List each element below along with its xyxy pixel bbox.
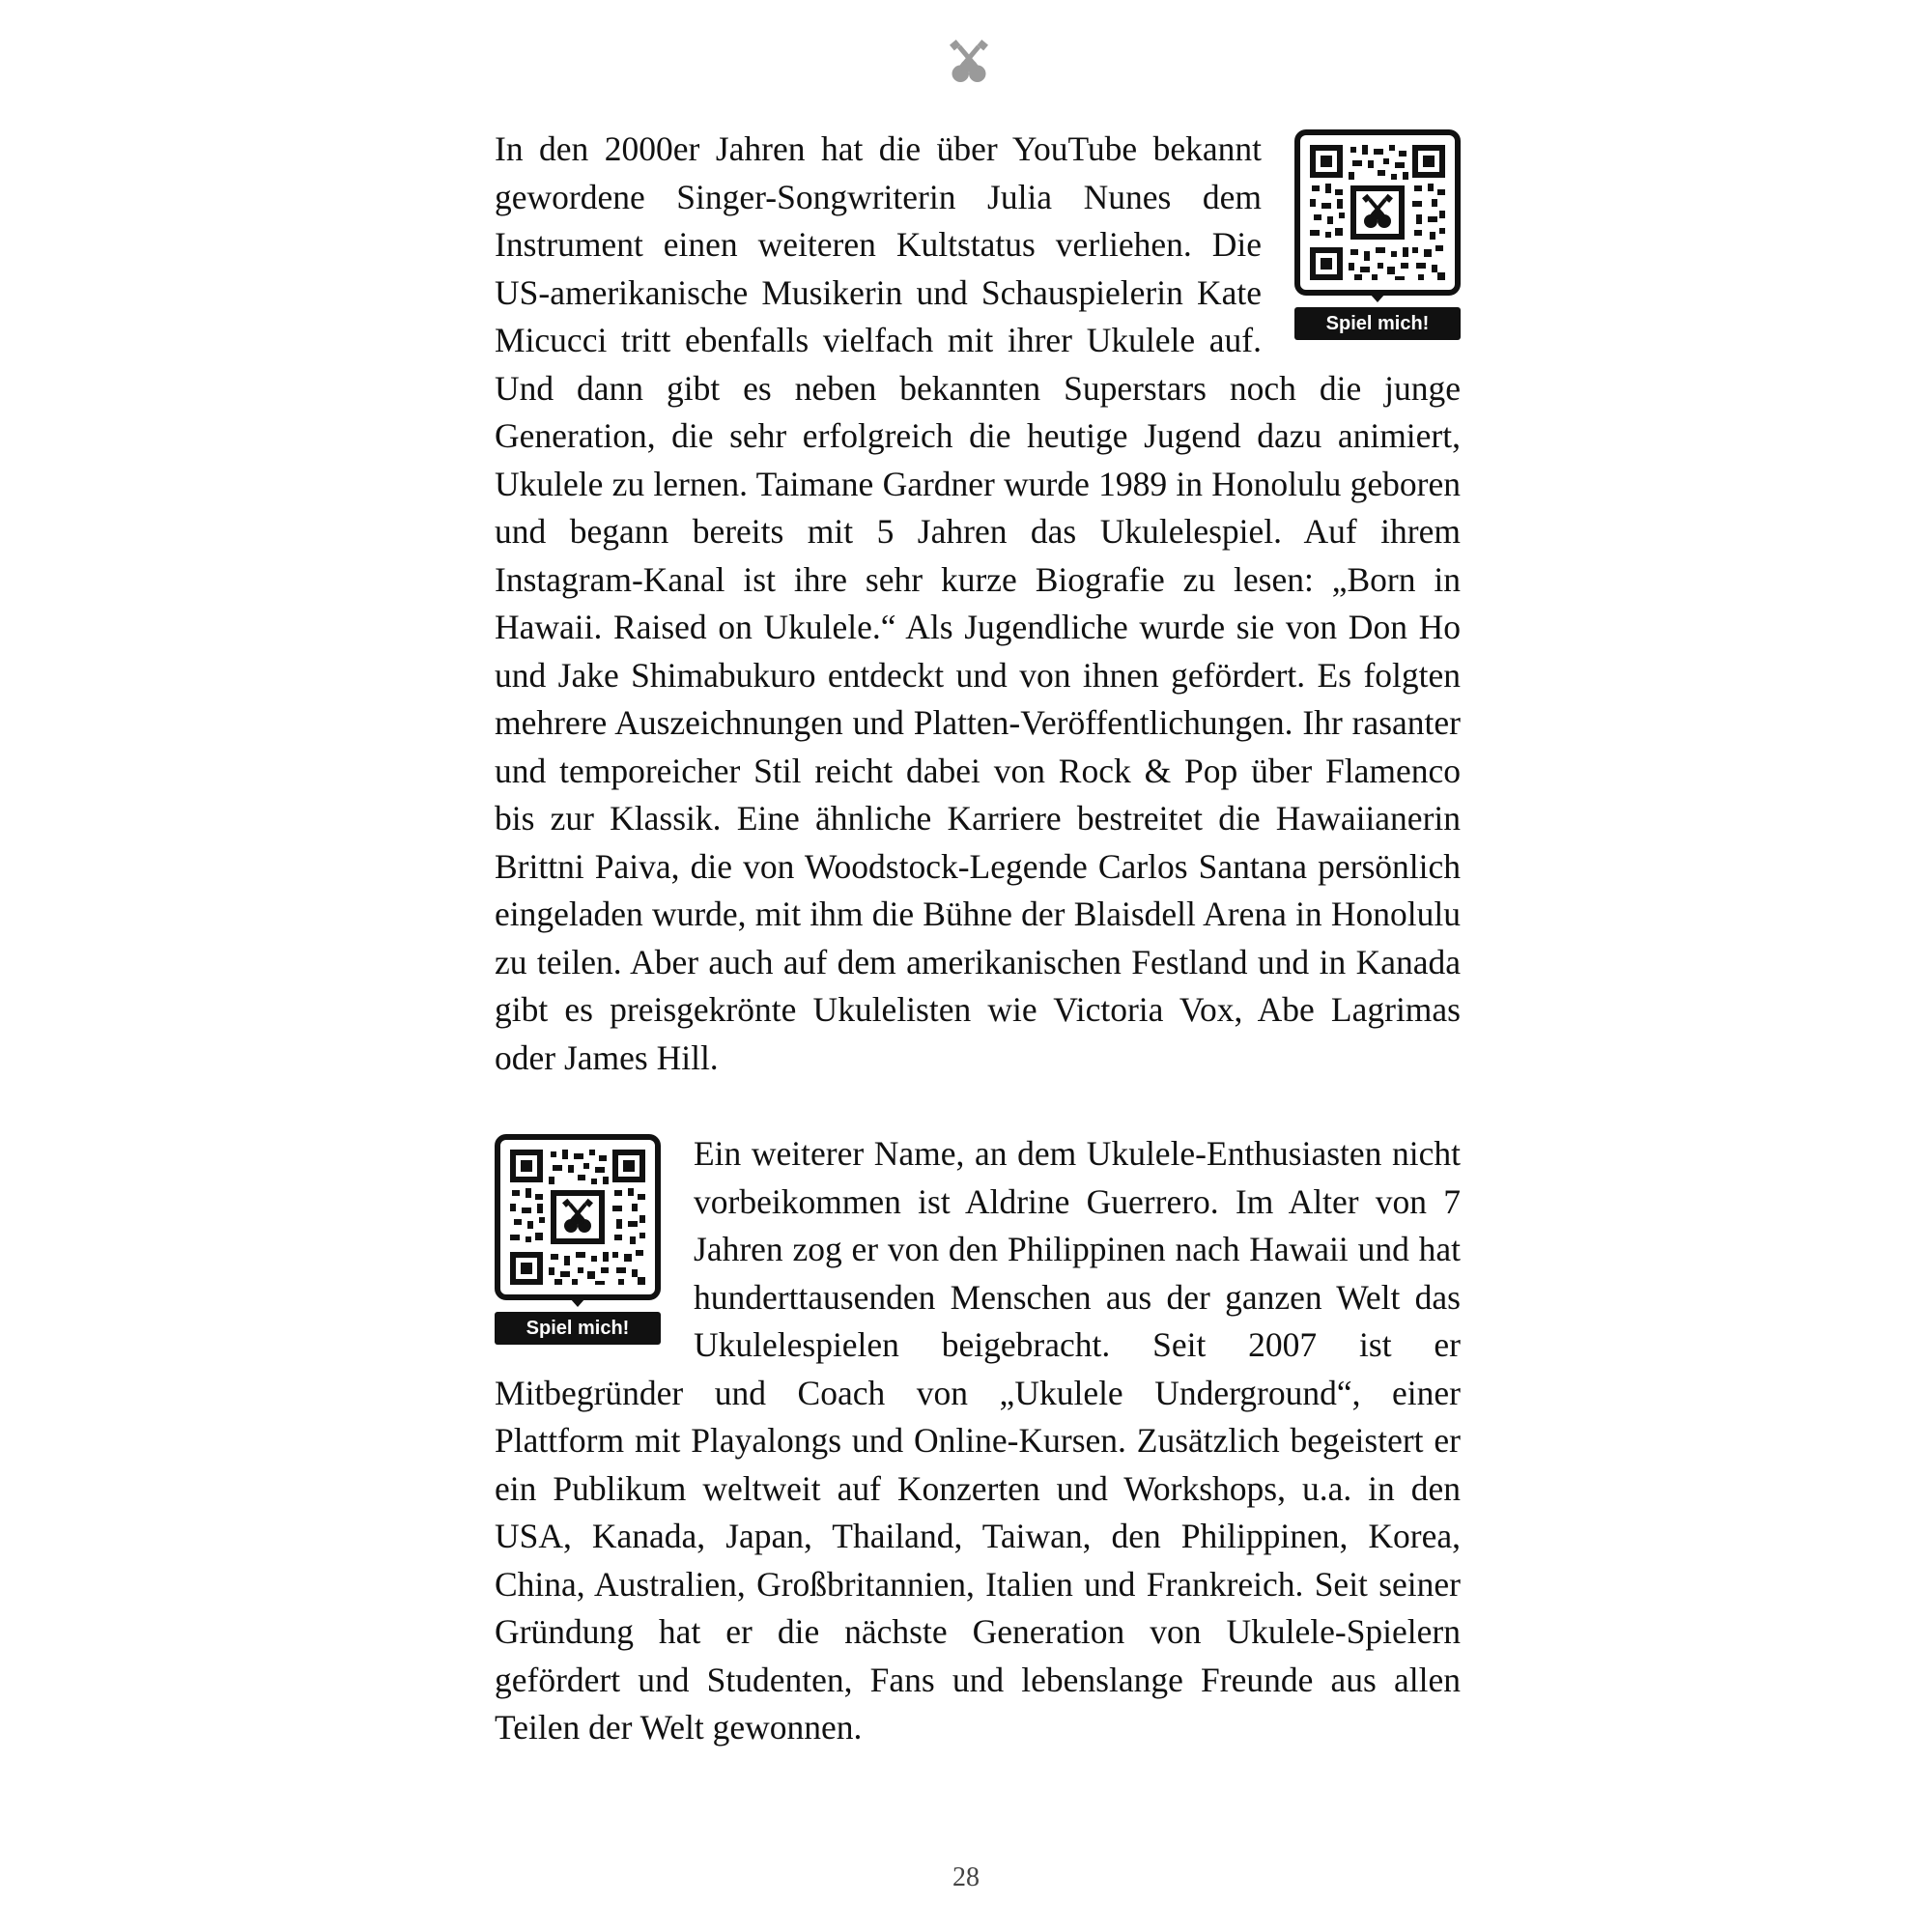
body-text-1: In den 2000er Jahren hat die über YouTube bekannt gewordene Singer-Songwriterin Julia Nunes dem Instrument einen weiteren Kultstatus verliehen. Die US-amerikanische Musikerin und Schauspielerin Kate Micucci tritt ebenfalls vielfach mit ihrer Ukulele auf. Und dann gibt es neben bekannten Superstars noch die junge Generation, die sehr erfolgreich die heutige Jugend dazu animiert, Ukulele zu lernen. Taimane Gardner wurde 1989 in Honolulu geboren und begann bereits mit 5 Jahren das Ukulelespiel. Auf ihrem Instagram-Kanal ist ihre sehr kurze Biografie zu lesen: „Born in Hawaii. Raised on Ukulele.“ Als Jugendliche wurde sie von Don Ho und Jake Shimabukuro entdeckt und von ihnen gefördert. Es folgten mehrere Auszeichnungen und Platten-Veröffentlichungen. Ihr rasanter und temporeicher Stil reicht dabei von Rock & Pop über Flamenco bis zur Klassik. Eine ähnliche Karriere bestreitet die Hawaiianerin Brittni Paiva, die von Woodstock-Legende Carlos Santana persönlich eingeladen wurde, mit ihm die Bühne der Blaisdell Arena in Honolulu zu teilen. Aber auch auf dem amerikanischen Festland und in Kanada gibt es preisgekrönte Ukulelisten wie Victoria Vox, Abe Lagrimas oder James Hill. [495,129,1461,1077]
crossed-ukuleles-icon [942,39,996,87]
qr-code-icon[interactable] [1308,143,1447,282]
section-2 [495,1130,1461,1752]
qr-pointer [1370,294,1385,302]
section-1 [495,126,1461,1082]
body-text-2: Ein weiterer Name, an dem Ukulele-Enthusiasten nicht vorbeikommen ist Aldrine Guerrero. Im Alter von 7 Jahren zog er von den Philippinen nach Hawaii und hat hunderttausenden Menschen aus der ganzen Welt das Ukulelespielen beigebracht. Seit 2007 ist er Mitbegründer und Coach von „Ukulele Underground“, einer Plattform mit Playalongs und Online-Kursen. Zusätzlich begeistert er ein Publikum weltweit auf Konzerten und Workshops, u.a. in den USA, Kanada, Japan, Thailand, Taiwan, den Philippinen, Korea, China, Australien, Großbritannien, Italien und Frankreich. Seit seiner Gründung hat er die nächste Generation von Ukulele-Spielern gefördert und Studenten, Fans und lebenslange Freunde aus allen Teilen der Welt gewonnen. [495,1134,1461,1747]
play-me-label[interactable]: Spiel mich! [495,1312,661,1345]
qr-pointer [570,1298,585,1307]
qr-card-2[interactable] [495,1134,661,1345]
qr-code-icon[interactable] [508,1148,647,1287]
qr-card-1[interactable] [1294,129,1461,340]
play-me-label[interactable]: Spiel mich! [1294,307,1461,340]
page-number: 28 [952,1862,980,1892]
